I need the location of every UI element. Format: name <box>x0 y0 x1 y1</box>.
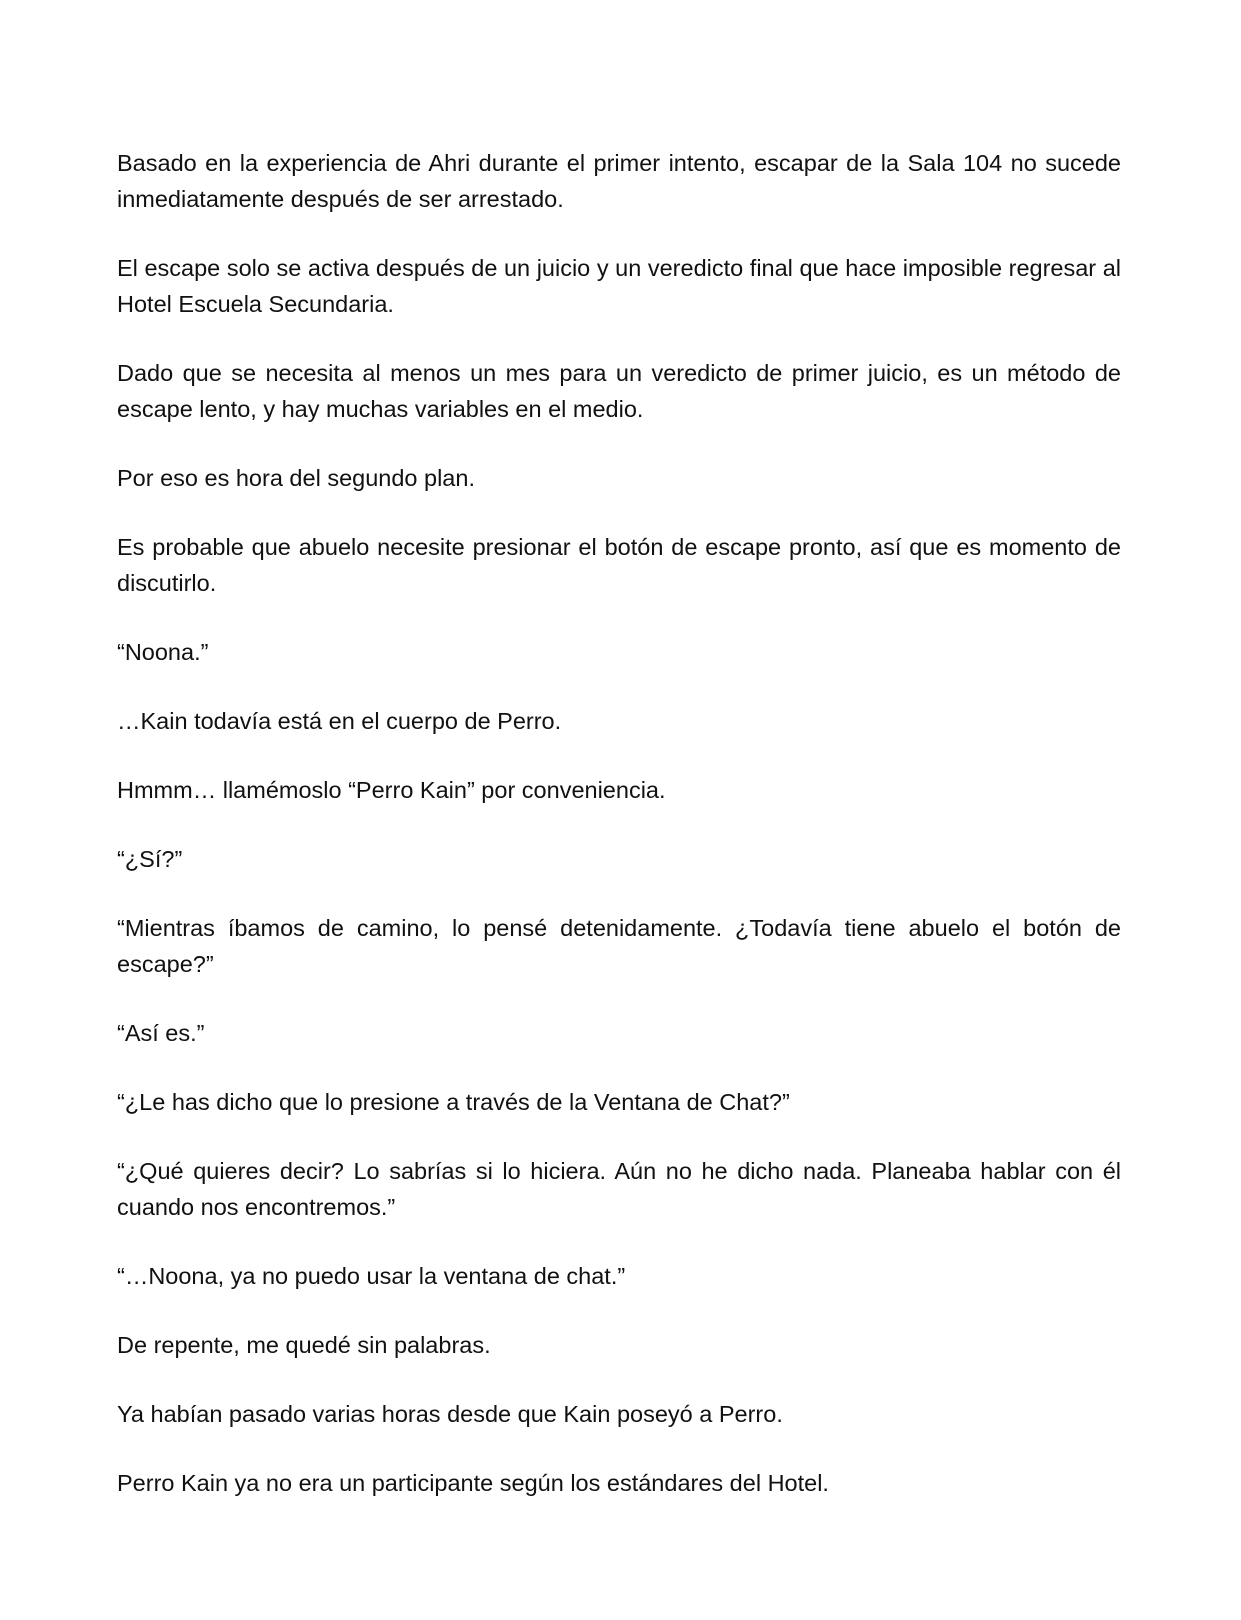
paragraph-15: De repente, me quedé sin palabras. <box>117 1332 491 1358</box>
paragraph-12: “¿Le has dicho que lo presione a través de la Ventana de Chat?” <box>117 1089 790 1115</box>
document-page <box>117 145 1121 1501</box>
paragraph-10: “Mientras íbamos de camino, lo pensé detenidamente. ¿Todavía tiene abuelo el botón de escape?” <box>117 915 1121 977</box>
paragraph-4: Por eso es hora del segundo plan. <box>117 465 475 491</box>
paragraph-3: Dado que se necesita al menos un mes para un veredicto de primer juicio, es un método de escape lento, y hay muchas variables en el medio. <box>117 360 1121 422</box>
paragraph-7: …Kain todavía está en el cuerpo de Perro. <box>117 708 562 734</box>
paragraph-1: Basado en la experiencia de Ahri durante el primer intento, escapar de la Sala 104 no sucede inmediatamente después de ser arrestado. <box>117 150 1121 212</box>
paragraph-16: Ya habían pasado varias horas desde que Kain poseyó a Perro. <box>117 1401 783 1427</box>
paragraph-17: Perro Kain ya no era un participante según los estándares del Hotel. <box>117 1470 829 1496</box>
paragraph-13: “¿Qué quieres decir? Lo sabrías si lo hiciera. Aún no he dicho nada. Planeaba hablar con él cuando nos encontremos.” <box>117 1158 1121 1220</box>
paragraph-6: “Noona.” <box>117 639 209 665</box>
paragraph-5: Es probable que abuelo necesite presionar el botón de escape pronto, así que es momento de discutirlo. <box>117 534 1121 596</box>
paragraph-8: Hmmm… llamémoslo “Perro Kain” por conveniencia. <box>117 777 666 803</box>
paragraph-11: “Así es.” <box>117 1020 205 1046</box>
paragraph-2: El escape solo se activa después de un juicio y un veredicto final que hace imposible regresar al Hotel Escuela Secundaria. <box>117 255 1121 317</box>
paragraph-14: “…Noona, ya no puedo usar la ventana de chat.” <box>117 1263 626 1289</box>
paragraph-9: “¿Sí?” <box>117 846 183 872</box>
